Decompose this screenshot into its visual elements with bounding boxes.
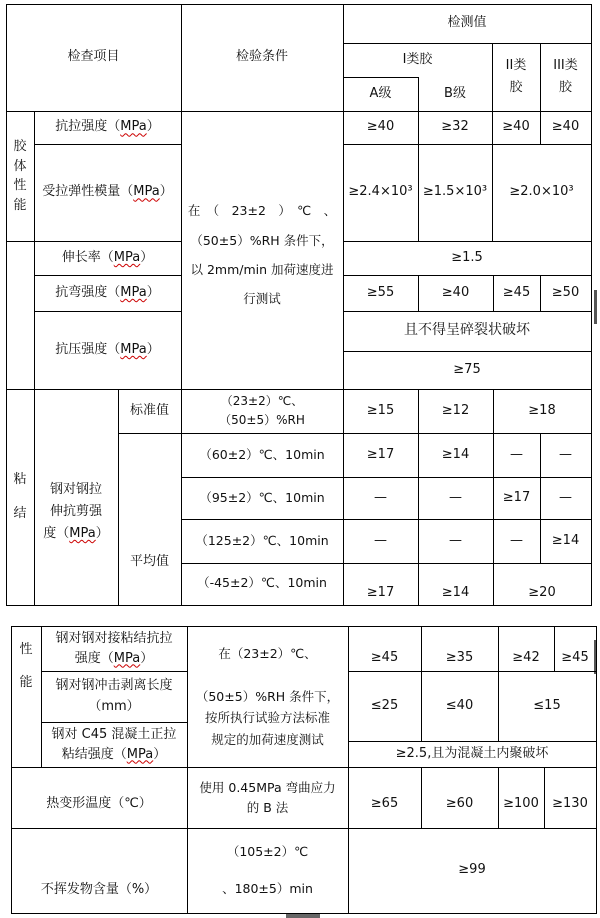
shear-95-class-3: — [559,489,572,505]
shear-95-a: — [374,489,387,505]
group-colloid-performance: 胶 体 性 能 [13,139,27,213]
group-bonding: 粘 结 [13,472,27,521]
butt-b: ≥35 [445,650,474,666]
shear-125-class-3: ≥14 [551,532,580,548]
header-class-2: II类 胶 [505,57,527,95]
concrete-bond-name: 钢对 C45 混凝土正拉 粘结强度（MPa） [51,727,177,762]
bending-note: 且不得呈碎裂状破坏 [404,322,530,339]
shear-standard-class-2-3: ≥18 [528,402,556,418]
shear-minus45-a: ≥17 [366,584,395,600]
impact-b: ≤40 [445,697,474,713]
elongation-all: ≥1.5 [451,249,483,265]
shear-average-label: 平均值 [129,553,169,569]
heat-deflection-name: 热变形温度（℃） [46,796,152,812]
shear-60-class-3: — [559,446,572,462]
shear-95-class-2: ≥17 [502,489,531,505]
shear-minus45-b: ≥14 [441,584,470,600]
shear-standard-a: ≥15 [366,402,395,418]
header-class-3: III类 胶 [553,57,578,95]
shear-60-b: ≥14 [441,446,470,462]
heat-deflection-condition: 使用 0.45MPa 弯曲应力 的 B 法 [199,779,336,815]
concrete-bond-all: ≥2.5,且为混凝土内聚破坏 [395,745,549,761]
tensile-b: ≥32 [441,119,469,135]
header-grade-b: B级 [444,85,466,101]
header-inspection-item: 检查项目 [67,49,120,65]
row-tensile-name: 抗拉强度（ MPa ） [55,119,160,135]
condition-bond-test: 在（23±2）℃、 （50±5）%RH 条件下， 按所执行试验方法标准 规定的加荷速度测试 [195,645,340,747]
butt-joint-name: 钢对钢对接粘结抗拉 强度（MPa） [55,631,173,666]
shear-125-condition: （125±2）℃、10min [195,533,329,549]
shear-125-b: — [449,532,462,548]
tensile-class-3: ≥40 [551,119,580,135]
butt-a: ≥45 [370,650,399,666]
heat-b: ≥60 [445,796,474,812]
nonvolatile-all: ≥99 [458,862,486,878]
impact-peel-name: 钢对钢冲击剥离长度 （mm） [55,677,173,714]
tensile-a: ≥40 [366,119,395,135]
shear-60-class-2: — [510,446,523,462]
impact-class-2-3: ≤15 [533,697,561,713]
header-test-condition: 检验条件 [235,49,288,65]
heat-a: ≥65 [370,796,399,812]
bending-a: ≥55 [366,284,395,300]
bending-b: ≥40 [441,284,470,300]
row-bending-name: 抗弯强度（ MPa ） [55,284,160,300]
condition-colloid-test: 在 （ 23±2 ） ℃ 、 （50±5）%RH 条件下， 以 2mm/min 加荷速度进 行测试 [187,203,337,307]
shear-60-condition: （60±2）℃、10min [199,447,325,463]
impact-a: ≤25 [370,697,399,713]
group-performance: 性 能 [19,642,33,690]
row-elongation-name: 伸长率（ MPa ） [61,249,154,265]
modulus-b: ≥1.5×10³ [422,184,488,200]
bending-class-3: ≥50 [551,284,580,300]
shear-95-b: — [449,489,462,505]
butt-class-2: ≥42 [512,650,540,666]
header-grade-a: A级 [369,85,392,101]
compressive-all: ≥75 [453,361,481,377]
row-modulus-name: 受拉弹性模量（ MPa ） [42,184,173,200]
shear-60-a: ≥17 [366,446,395,462]
heat-class-2: ≥100 [503,796,539,812]
header-class-1: I类胶 [402,51,433,67]
heat-class-3: ≥130 [552,796,588,812]
shear-125-class-2: — [510,532,523,548]
nonvolatile-condition: （105±2）℃ 、180±5）min [222,844,313,896]
shear-125-a: — [374,532,387,548]
shear-strength-name: 钢对钢拉 伸抗剪强 度（MPa） [43,481,109,542]
shear-minus45-condition: （-45±2）℃、10min [197,575,327,591]
butt-class-3: ≥45 [561,650,589,666]
tensile-class-2: ≥40 [502,119,530,135]
shear-minus45-class-2-3: ≥20 [528,584,556,600]
header-test-value: 检测值 [447,15,487,31]
modulus-a: ≥2.4×10³ [348,184,413,200]
page-bottom-mark [286,914,320,918]
modulus-class-2-3: ≥2.0×10³ [509,184,574,200]
bending-class-2: ≥45 [502,284,531,300]
shear-standard-condition: （23±2）℃、（50±5）%RH [219,394,305,427]
shear-standard-b: ≥12 [441,402,470,418]
row-compressive-name: 抗压强度（ MPa ） [55,341,160,357]
nonvolatile-name: 不挥发物含量（%） [40,882,158,898]
shear-standard-label: 标准值 [129,402,169,418]
shear-95-condition: （95±2）℃、10min [199,490,325,506]
page-margin-mark [594,290,597,324]
